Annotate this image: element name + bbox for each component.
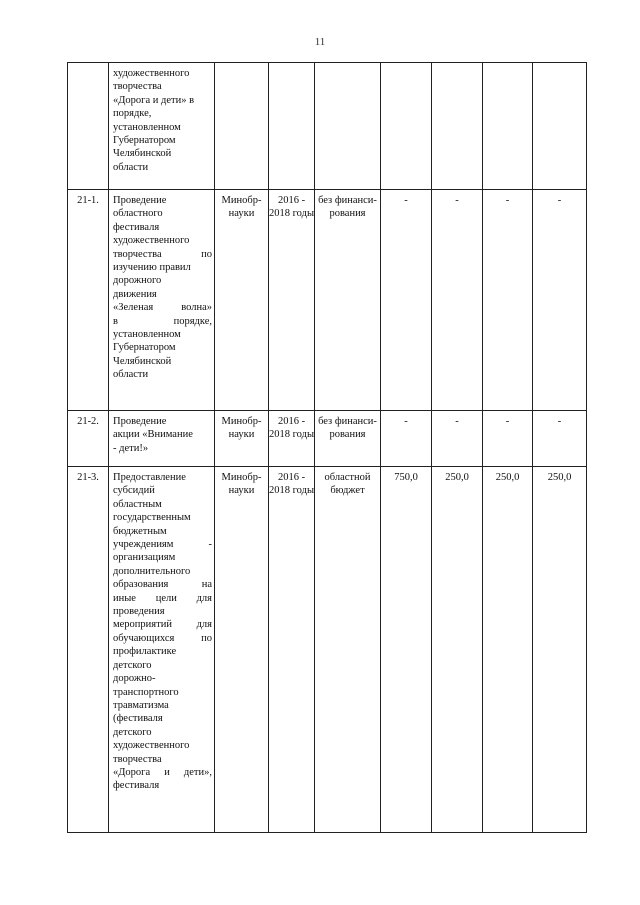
amount-2017: - — [483, 411, 533, 467]
activity-name: Предоставление субсидий областным государственным бюджетным учреждениям - организациям дополнительного образования на иные цели для проведения мероприятий для обучающихся по профилактике детского дорожно- транспортного травматизма (фестиваля детского художественного творчества «Дорога и дети», фестиваля — [109, 467, 215, 833]
amount-2016: - — [432, 190, 483, 411]
table-row — [68, 190, 587, 411]
amount-2017 — [483, 63, 533, 190]
executor-cell: Минобр-науки — [215, 467, 269, 833]
executor-cell — [215, 63, 269, 190]
amount-2016 — [432, 63, 483, 190]
activity-name: Проведение областного фестиваля художественного творчества по изучению правил дорожного движения «Зеленая волна» в порядке, установленном Губернатором Челябинской области — [109, 190, 215, 411]
executor-cell: Минобр-науки — [215, 190, 269, 411]
period-cell: 2016 - 2018 годы — [269, 190, 315, 411]
funding-source-cell: без финанси-рования — [315, 411, 381, 467]
funding-source-cell — [315, 63, 381, 190]
period-cell: 2016 - 2018 годы — [269, 467, 315, 833]
amount-total: - — [381, 190, 432, 411]
row-number: 21-3. — [68, 467, 109, 833]
amount-2018: 250,0 — [533, 467, 587, 833]
amount-2017: - — [483, 190, 533, 411]
amount-2018: - — [533, 411, 587, 467]
funding-source-cell: без финанси-рования — [315, 190, 381, 411]
activity-name: Проведение акции «Внимание - дети!» — [109, 411, 215, 467]
amount-2016: 250,0 — [432, 467, 483, 833]
amount-2017: 250,0 — [483, 467, 533, 833]
table-row — [68, 467, 587, 833]
amount-total: - — [381, 411, 432, 467]
period-cell: 2016 - 2018 годы — [269, 411, 315, 467]
row-number: 21-1. — [68, 190, 109, 411]
amount-2018 — [533, 63, 587, 190]
page-number: 11 — [314, 36, 326, 48]
amount-total — [381, 63, 432, 190]
row-number: 21-2. — [68, 411, 109, 467]
program-activities-table — [67, 62, 587, 833]
amount-2018: - — [533, 190, 587, 411]
amount-2016: - — [432, 411, 483, 467]
activity-name: художественного творчества «Дорога и дети» в порядке, установленном Губернатором Челябинской области — [109, 63, 215, 190]
amount-total: 750,0 — [381, 467, 432, 833]
table-row — [68, 63, 587, 190]
period-cell — [269, 63, 315, 190]
funding-source-cell: областной бюджет — [315, 467, 381, 833]
table-row — [68, 411, 587, 467]
row-number — [68, 63, 109, 190]
executor-cell: Минобр-науки — [215, 411, 269, 467]
